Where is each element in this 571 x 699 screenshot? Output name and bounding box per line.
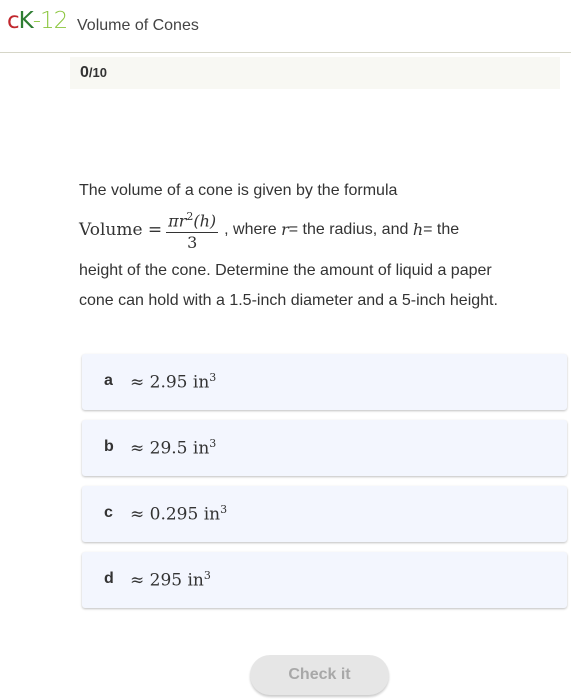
option-d[interactable] [82,552,567,608]
answer-options [82,354,567,618]
option-value [130,503,227,525]
h-definition: = the [423,221,460,238]
app-header [0,0,571,53]
score-denominator: /10 [88,65,107,80]
option-value [130,569,211,591]
option-c[interactable] [82,486,567,542]
question-intro: The volume of a cone is given by the formula [79,182,398,199]
formula-denominator: 3 [187,232,198,252]
r-variable: r [281,220,289,239]
numerator-exponent: 2 [186,210,194,224]
logo-k: K [18,8,33,34]
r-definition: = the radius, and [288,221,409,238]
option-exponent: 3 [220,503,228,516]
option-a[interactable] [82,354,567,410]
score-bar [70,57,560,89]
formula-numerator [166,207,218,232]
check-it-button[interactable]: Check it [250,655,389,695]
formula-fraction [166,207,218,252]
numerator-tail: (h) [193,211,217,231]
ck12-logo[interactable] [7,8,67,34]
numerator-base: πr [168,211,187,231]
question-text [79,176,549,316]
formula-row [79,204,549,256]
logo-num: -12 [32,8,68,34]
option-exponent: 3 [203,569,211,582]
question-line-3: height of the cone. Determine the amount of liquid a paper [79,262,492,279]
score-current: 0 [80,64,89,81]
h-variable: h [412,220,424,239]
option-value [130,371,216,393]
option-letter: d [104,570,114,587]
formula-label: Volume = [79,220,163,240]
option-value-text: ≈ 295 in [130,570,204,591]
where-text: , where [224,221,277,238]
option-b[interactable] [82,420,567,476]
option-value [130,437,216,459]
option-letter: a [104,372,113,389]
option-letter: b [104,438,114,455]
option-value-text: ≈ 29.5 in [130,438,210,459]
option-exponent: 3 [209,437,217,450]
option-value-text: ≈ 2.95 in [130,372,210,393]
option-letter: c [104,504,113,521]
question-line-4: cone can hold with a 1.5-inch diameter and a 5-inch height. [79,292,498,309]
option-value-text: ≈ 0.295 in [130,504,221,525]
score-value [80,64,107,82]
option-exponent: 3 [209,371,217,384]
page-title: Volume of Cones [77,17,199,34]
logo-c: c [7,8,19,34]
